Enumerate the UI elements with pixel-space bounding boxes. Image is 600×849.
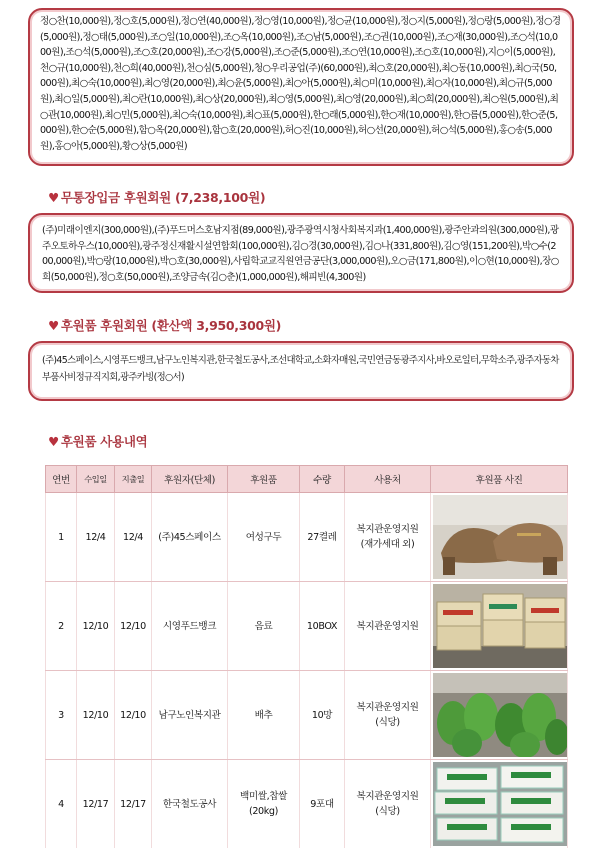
- cell-donor: 시영푸드뱅크: [152, 582, 228, 671]
- cell-donor: (주)45스페이스: [152, 493, 228, 582]
- rice-bags-photo: [433, 762, 567, 846]
- cell-out-date: 12/4: [115, 493, 152, 582]
- shoes-photo: [433, 495, 567, 579]
- cell-use-line1: 복지관운영지원: [356, 702, 419, 713]
- cell-in-date: 12/10: [77, 582, 115, 671]
- donor-list-box: [28, 8, 574, 166]
- table-row: [46, 582, 568, 671]
- heart-icon: ♥: [48, 190, 59, 205]
- goods-donor-text: (주)45스페이스,시영푸드뱅크,남구노인복지관,한국철도공사,조선대학교,소화자매원,국민연금동광주지사,바오로일터,무학소주,광주자동차부품사비정규직지회,광주카빙(정○서): [42, 355, 559, 383]
- cell-use: [345, 671, 431, 760]
- bank-transfer-heading: [48, 188, 265, 206]
- cell-no: 1: [46, 493, 77, 582]
- goods-donor-title: 후원품 후원회원 (환산액 3,950,300원): [60, 318, 282, 333]
- cell-item: [228, 760, 300, 849]
- cell-in-date: 12/4: [77, 493, 115, 582]
- goods-usage-heading: [48, 432, 147, 450]
- cell-use: [345, 760, 431, 849]
- cell-use: [345, 493, 431, 582]
- cell-photo: [431, 760, 568, 849]
- bank-transfer-title: 무통장입금 후원회원 (7,238,100원): [60, 190, 266, 205]
- col-header-donor: 후원자(단체): [152, 466, 228, 493]
- cell-use-line2: (식당): [375, 806, 400, 817]
- cell-item: 여성구두: [228, 493, 300, 582]
- cell-use-line2: (식당): [375, 717, 400, 728]
- table-row: [46, 671, 568, 760]
- col-header-item: 후원품: [228, 466, 300, 493]
- cell-qty: 10망: [300, 671, 345, 760]
- heart-icon: ♥: [48, 318, 59, 333]
- col-header-no: 연번: [46, 466, 77, 493]
- cell-out-date: 12/17: [115, 760, 152, 849]
- cell-in-date: 12/10: [77, 671, 115, 760]
- goods-donor-box: [28, 341, 574, 401]
- cell-in-date: 12/17: [77, 760, 115, 849]
- table-row: [46, 760, 568, 849]
- donor-list-text: 정○찬(10,000원),정○호(5,000원),정○연(40,000원),정○영(10,000원),정○균(10,000원),정○지(5,000원),정○랑(5,000원),정○경(5,000원),정○태(5,000원),조○일(10,000원),조○옥(10,000원),조○남(5,000원),조○권(10,000원),조○재(30,000원),조○석(10,000원),조○석(5,000원),조○호(20,000원),조○강(5,000원),조○준(5,000원),조○연(10,000원),조○호(10,000원),지○이(5,000원),천○규(10,000원),천○희(40,000원),천○심(5,000원),청○우리공업(주)(60,000원),최○호(20,000원),최○동(10,000원),최○국(50,000원),최○숙(10,000원),최○영(20,000원),최○윤(5,000원),최○아(5,000원),최○미(10,000원),최○자(10,000원),최○규(5,000원),최○일(5,000원),최○란(10,000원),최○상(20,000원),최○영(5,000원),최○영(20,000원),최○희(20,000원),최○원(5,000원),최○관(10,000원),최○민(5,000원),최○숙(10,000원),최○표(5,000원),한○래(5,000원),한○재(10,000원),한○름(5,000원),한○준(5,000원),한○순(5,000원),함○옥(20,000원),함○호(20,000원),허○진(10,000원),허○선(20,000원),허○석(5,000원),홍○송(5,000원),홍○아(5,000원),황○상(5,000원): [40, 16, 561, 152]
- cell-photo: [431, 671, 568, 760]
- cell-donor: 남구노인복지관: [152, 671, 228, 760]
- cell-item: 음료: [228, 582, 300, 671]
- cell-use: [345, 582, 431, 671]
- cell-photo: [431, 582, 568, 671]
- cell-photo: [431, 493, 568, 582]
- goods-usage-table: [45, 465, 568, 848]
- cell-qty: 27켤레: [300, 493, 345, 582]
- cabbage-bags-photo: [433, 673, 567, 757]
- col-header-out-date: 지출일: [115, 466, 152, 493]
- cell-item: 배추: [228, 671, 300, 760]
- table-row: [46, 493, 568, 582]
- cell-use-line1: 복지관운영지원: [356, 791, 419, 802]
- col-header-photo: 후원품 사진: [431, 466, 568, 493]
- cell-item-line2: (20kg): [249, 806, 278, 817]
- col-header-in-date: 수입일: [77, 466, 115, 493]
- cell-no: 4: [46, 760, 77, 849]
- cell-out-date: 12/10: [115, 671, 152, 760]
- cell-qty: 9포대: [300, 760, 345, 849]
- heart-icon: ♥: [48, 434, 59, 449]
- table-header-row: [46, 466, 568, 493]
- beverage-boxes-photo: [433, 584, 567, 668]
- cell-use-line1: 복지관운영지원: [356, 524, 419, 535]
- goods-usage-title: 후원품 사용내역: [60, 434, 148, 449]
- bank-transfer-box: [28, 213, 574, 293]
- cell-out-date: 12/10: [115, 582, 152, 671]
- cell-item-line1: 백미쌀,찹쌀: [240, 791, 287, 802]
- cell-donor: 한국철도공사: [152, 760, 228, 849]
- col-header-use: 사용처: [345, 466, 431, 493]
- bank-transfer-text: (주)미래이엔지(300,000원),(주)푸드머스호남지점(89,000원),광주광역시청사회복지과(1,400,000원),광주안과의원(300,000원),광주오토하우스(10,000원),광주정신재활시설연합회(100,000원),김○경(30,000원),김○나(331,800원),김○영(151,200원),박○수(200,000원),박○랑(10,000원),박○호(30,000원),사립학교교직원연금공단(3,000,000원),오○금(171,800원),이○현(10,000원),장○희(50,000원),정○호(50,000원),조양금속(김○춘)(1,000,000원),해피빈(4,300원): [42, 225, 559, 283]
- goods-donor-heading: [48, 316, 281, 334]
- cell-qty: 10BOX: [300, 582, 345, 671]
- col-header-qty: 수량: [300, 466, 345, 493]
- cell-use-line2: (재가세대 외): [360, 539, 415, 550]
- cell-no: 2: [46, 582, 77, 671]
- cell-use-line1: 복지관운영지원: [356, 620, 419, 632]
- cell-no: 3: [46, 671, 77, 760]
